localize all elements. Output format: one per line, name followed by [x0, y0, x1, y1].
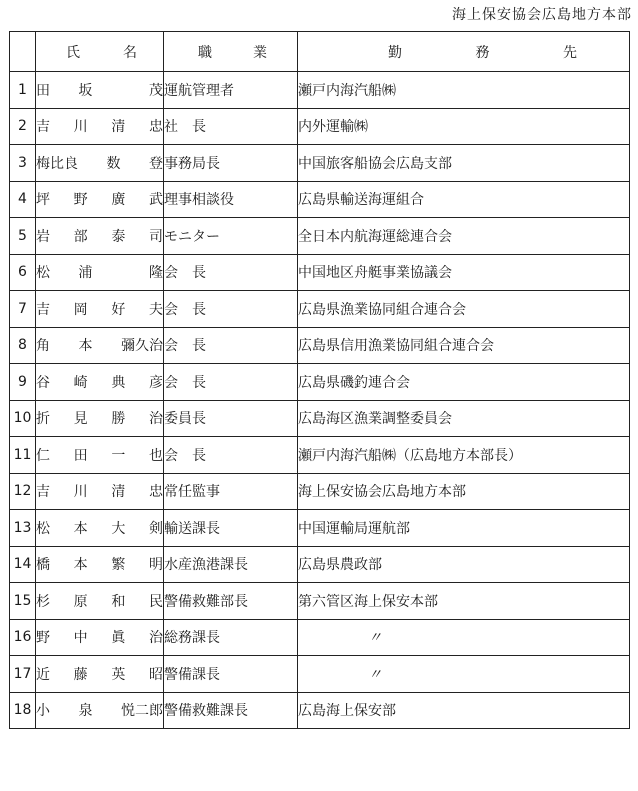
table-row: [10, 291, 630, 328]
member-name-part: 谷: [36, 374, 50, 391]
name-header-char: 名: [123, 44, 137, 61]
member-name: [36, 656, 164, 693]
name-header-char: 氏: [66, 44, 80, 61]
member-name-part: 田: [73, 447, 88, 464]
member-name-part: 本: [73, 520, 88, 537]
member-name-part: 民: [148, 593, 163, 610]
member-roster-table: [9, 31, 630, 729]
occupation: 警備救難部長: [164, 583, 298, 620]
member-name-part: 小: [36, 703, 50, 720]
table-row: [10, 619, 630, 656]
member-name-part: 岩: [36, 228, 50, 245]
member-name-part: 坪: [36, 192, 50, 209]
member-name: [36, 181, 164, 218]
occupation: 警備課長: [164, 656, 298, 693]
member-name: [36, 400, 164, 437]
member-name-part: 崎: [73, 374, 88, 391]
occupation: 会 長: [164, 364, 298, 401]
row-number: 18: [10, 692, 36, 729]
table-row: [10, 72, 630, 109]
row-number: 8: [10, 327, 36, 364]
member-name-part: 梅比良: [36, 155, 78, 172]
member-name-part: 隆: [148, 265, 163, 282]
table-row: [10, 108, 630, 145]
occupation: 輸送課長: [164, 510, 298, 547]
table-row: [10, 181, 630, 218]
member-name: [36, 619, 164, 656]
member-name-part: 泰: [111, 228, 126, 245]
row-number: 1: [10, 72, 36, 109]
member-name-part: 勝: [111, 411, 126, 428]
member-name-part: 好: [111, 301, 126, 318]
member-name-part: 浦: [78, 265, 93, 282]
member-name-part: 廣: [111, 192, 126, 209]
member-name-part: 大: [111, 520, 126, 537]
table-row: [10, 546, 630, 583]
member-name-part: 岡: [73, 301, 88, 318]
occupation: 水産漁港課長: [164, 546, 298, 583]
member-name-part: 坂: [78, 82, 93, 99]
member-name: [36, 291, 164, 328]
occupation-header-char: 職: [198, 44, 212, 61]
workplace: 広島県磯釣連合会: [298, 364, 630, 401]
member-name-part: 剣: [148, 520, 163, 537]
member-name-part: 治: [148, 630, 163, 647]
occupation: 総務課長: [164, 619, 298, 656]
occupation: 常任監事: [164, 473, 298, 510]
member-name-part: 治: [148, 411, 163, 428]
member-name-part: 原: [73, 593, 88, 610]
table-row: [10, 400, 630, 437]
member-name-part: 野: [73, 192, 88, 209]
member-name-part: 一: [111, 447, 126, 464]
table-row: [10, 145, 630, 182]
member-name: [36, 72, 164, 109]
member-name-part: 昭: [148, 666, 163, 683]
row-number: 7: [10, 291, 36, 328]
workplace-header-char: 先: [563, 44, 577, 61]
member-name-part: 武: [148, 192, 163, 209]
workplace: 中国運輸局運航部: [298, 510, 630, 547]
workplace: 広島県輸送海運組合: [298, 181, 630, 218]
member-name-part: 吉: [36, 301, 50, 318]
row-number: 4: [10, 181, 36, 218]
workplace: 中国旅客船協会広島支部: [298, 145, 630, 182]
member-name-part: 夫: [148, 301, 163, 318]
table-row: [10, 583, 630, 620]
member-name: [36, 254, 164, 291]
workplace-header-char: 務: [475, 44, 490, 61]
member-name-part: 也: [148, 447, 163, 464]
workplace: 広島県漁業協同組合連合会: [298, 291, 630, 328]
table-row: [10, 473, 630, 510]
workplace: 海上保安協会広島地方本部: [298, 473, 630, 510]
name-column-header: [36, 32, 164, 72]
member-name-part: 彦: [148, 374, 163, 391]
member-name-part: 橋: [36, 557, 50, 574]
member-name-part: 中: [73, 630, 88, 647]
member-name-part: 清: [111, 484, 126, 501]
occupation-header-char: 業: [253, 44, 267, 61]
table-row: [10, 327, 630, 364]
member-name-part: 典: [111, 374, 126, 391]
occupation: 理事相談役: [164, 181, 298, 218]
table-row: [10, 218, 630, 255]
member-name: [36, 510, 164, 547]
member-name-part: 登: [149, 155, 163, 172]
occupation: 会 長: [164, 254, 298, 291]
occupation: 運航管理者: [164, 72, 298, 109]
workplace: 全日本内航海運総連合会: [298, 218, 630, 255]
row-number: 16: [10, 619, 36, 656]
number-column-header: [10, 32, 36, 72]
member-name-part: 明: [148, 557, 163, 574]
member-name-part: 見: [73, 411, 88, 428]
occupation: モニター: [164, 218, 298, 255]
member-name-part: 繁: [111, 557, 126, 574]
member-name: [36, 364, 164, 401]
member-name: [36, 145, 164, 182]
member-name-part: 泉: [78, 703, 93, 720]
row-number: 3: [10, 145, 36, 182]
row-number: 6: [10, 254, 36, 291]
occupation: 社 長: [164, 108, 298, 145]
workplace: 広島海上保安部: [298, 692, 630, 729]
member-name: [36, 108, 164, 145]
occupation-column-header: [164, 32, 298, 72]
workplace: 広島県農政部: [298, 546, 630, 583]
member-name-part: 英: [111, 666, 126, 683]
workplace-column-header: [298, 32, 630, 72]
workplace: 瀬戸内海汽船㈱: [298, 72, 630, 109]
workplace: 内外運輸㈱: [298, 108, 630, 145]
member-name-part: 彌久治: [121, 338, 163, 355]
occupation: 会 長: [164, 437, 298, 474]
workplace: 第六管区海上保安本部: [298, 583, 630, 620]
occupation: 警備救難課長: [164, 692, 298, 729]
row-number: 14: [10, 546, 36, 583]
row-number: 17: [10, 656, 36, 693]
workplace-header-char: 勤: [388, 44, 402, 61]
member-name: [36, 437, 164, 474]
workplace: 瀬戸内海汽船㈱（広島地方本部長）: [298, 437, 630, 474]
occupation: 会 長: [164, 327, 298, 364]
member-name-part: 松: [36, 520, 50, 537]
table-row: [10, 254, 630, 291]
member-name-part: 忠: [148, 119, 163, 136]
member-name-part: 忠: [148, 484, 163, 501]
member-name-part: 本: [78, 338, 93, 355]
occupation: 事務局長: [164, 145, 298, 182]
member-name-part: 松: [36, 265, 50, 282]
member-name: [36, 327, 164, 364]
member-name-part: 仁: [36, 447, 50, 464]
member-name-part: 野: [36, 630, 50, 647]
row-number: 11: [10, 437, 36, 474]
row-number: 12: [10, 473, 36, 510]
workplace: 広島県信用漁業協同組合連合会: [298, 327, 630, 364]
occupation: 委員長: [164, 400, 298, 437]
organization-header: 海上保安協会広島地方本部: [452, 7, 632, 23]
member-name-part: 近: [36, 666, 50, 683]
member-name-part: 部: [73, 228, 88, 245]
member-name-part: 川: [73, 119, 88, 136]
workplace: 中国地区舟艇事業協議会: [298, 254, 630, 291]
row-number: 10: [10, 400, 36, 437]
member-name: [36, 473, 164, 510]
table-row: [10, 692, 630, 729]
member-name-part: 和: [111, 593, 126, 610]
row-number: 9: [10, 364, 36, 401]
row-number: 13: [10, 510, 36, 547]
member-name-part: 杉: [36, 593, 50, 610]
member-name-part: 司: [148, 228, 163, 245]
member-name-part: 角: [36, 338, 50, 355]
table-row: [10, 656, 630, 693]
member-name-part: 吉: [36, 119, 50, 136]
member-name-part: 川: [73, 484, 88, 501]
member-name-part: 本: [73, 557, 88, 574]
row-number: 15: [10, 583, 36, 620]
member-name: [36, 692, 164, 729]
table-row: [10, 510, 630, 547]
workplace-ditto-mark: 〃: [298, 656, 630, 693]
row-number: 5: [10, 218, 36, 255]
member-name-part: 数: [106, 155, 121, 172]
member-name-part: 折: [36, 411, 50, 428]
member-name-part: 眞: [111, 630, 126, 647]
table-row: [10, 364, 630, 401]
table-row: [10, 437, 630, 474]
member-name: [36, 546, 164, 583]
member-name-part: 茂: [148, 82, 163, 99]
occupation: 会 長: [164, 291, 298, 328]
member-name-part: 藤: [73, 666, 88, 683]
workplace-ditto-mark: 〃: [298, 619, 630, 656]
member-name: [36, 218, 164, 255]
member-name: [36, 583, 164, 620]
member-name-part: 田: [36, 82, 50, 99]
workplace: 広島海区漁業調整委員会: [298, 400, 630, 437]
header-row: [10, 32, 630, 72]
member-name-part: 清: [111, 119, 126, 136]
member-name-part: 悦二郎: [121, 703, 163, 720]
member-name-part: 吉: [36, 484, 50, 501]
row-number: 2: [10, 108, 36, 145]
